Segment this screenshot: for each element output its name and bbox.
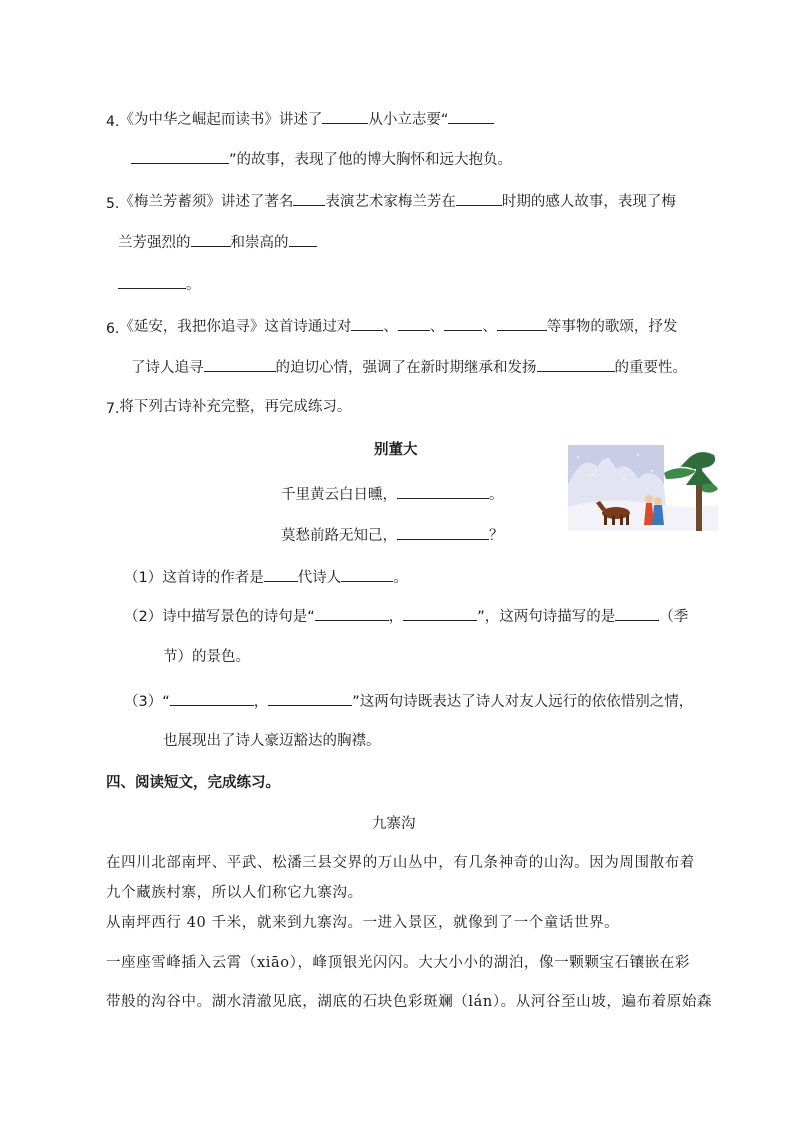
article-paragraph-2: 从南坪西行 40 千米，就来到九寨沟。一进入景区，就像到了一个童话世界。 (106, 915, 620, 931)
answer-blank[interactable] (293, 190, 325, 206)
section-heading: 四、阅读短文，完成练习。 (106, 775, 280, 791)
article-paragraph-1-line-2: 九个藏族村寨，所以人们称它九寨沟。 (106, 885, 363, 901)
answer-blank[interactable] (403, 605, 477, 621)
question-7-intro: 7.将下列古诗补充完整，再完成练习。 (106, 399, 352, 417)
question-number: 5. (106, 196, 120, 212)
snow-farewell-illustration (568, 445, 718, 531)
answer-blank[interactable] (131, 148, 229, 164)
answer-blank[interactable] (615, 605, 659, 621)
question-5-line-1: 5.《梅兰芳蓄须》讲述了著名 表演艺术家梅兰芳在 时期的感人故事，表现了梅 (106, 190, 676, 214)
answer-blank[interactable] (289, 231, 317, 247)
answer-blank[interactable] (268, 690, 352, 706)
answer-blank[interactable] (191, 231, 231, 247)
poem-title: 别董大 (374, 442, 418, 458)
sub-question-3-line-1: （3）“ ， ”这两句诗既表达了诗人对友人远行的依依惜别之情， (124, 690, 693, 712)
question-5-line-3: 。 (118, 273, 201, 295)
answer-blank[interactable] (264, 566, 298, 582)
sub-question-3-line-2: 也展现出了诗人豪迈豁达的胸襟。 (163, 733, 381, 749)
question-6-line-1: 6.《延安，我把你追寻》这首诗通过对 、 、 、 等事物的歌颂，抒发 (106, 315, 677, 339)
sub-question-2-line-1: （2）诗中描写景色的诗句是“ ， ”，这两句诗描写的是 （季 (124, 605, 688, 627)
answer-blank[interactable] (322, 108, 368, 124)
sub-question-2-line-2: 节）的景色。 (163, 649, 250, 665)
poem-line-2: 莫愁前路无知己， ？ (281, 524, 504, 546)
question-number: 6. (106, 321, 120, 337)
sub-question-1: （1）这首诗的作者是 代诗人 。 (124, 566, 408, 588)
article-title: 九寨沟 (372, 816, 416, 832)
answer-blank[interactable] (170, 690, 254, 706)
question-number: 7. (106, 401, 120, 417)
answer-blank[interactable] (315, 605, 389, 621)
answer-blank[interactable] (444, 315, 482, 331)
answer-blank[interactable] (537, 356, 615, 372)
answer-blank[interactable] (398, 315, 430, 331)
question-5-line-2: 兰芳强烈的 和崇高的 (118, 231, 317, 253)
answer-blank[interactable] (397, 524, 489, 540)
question-4-line-2: ”的故事，表现了他的博大胸怀和远大抱负。 (131, 148, 512, 170)
article-paragraph-3-line-2: 带般的沟谷中。湖水清澈见底，湖底的石块色彩斑斓（lán）。从河谷至山坡，遍布着原始森 (106, 994, 713, 1010)
answer-blank[interactable] (397, 483, 489, 499)
answer-blank[interactable] (204, 356, 276, 372)
question-4-line-1: 4.《为中华之崛起而读书》讲述了 从小立志要“ (106, 108, 494, 132)
answer-blank[interactable] (497, 315, 547, 331)
article-paragraph-1-line-1: 在四川北部南坪、平武、松潘三县交界的万山丛中，有几条神奇的山沟。因为周围散布着 (106, 855, 695, 871)
question-number: 4. (106, 114, 120, 130)
answer-blank[interactable] (448, 108, 494, 124)
article-paragraph-3-line-1: 一座座雪峰插入云霄（xiāo），峰顶银光闪闪。大大小小的湖泊，像一颗颗宝石镶嵌在彩 (106, 955, 691, 971)
answer-blank[interactable] (351, 315, 383, 331)
question-6-line-2: 了诗人追寻 的迫切心情，强调了在新时期继承和发扬 的重要性。 (131, 356, 687, 378)
poem-line-1: 千里黄云白日曛， 。 (281, 483, 504, 505)
answer-blank[interactable] (341, 566, 393, 582)
answer-blank[interactable] (456, 190, 502, 206)
answer-blank[interactable] (118, 273, 186, 289)
